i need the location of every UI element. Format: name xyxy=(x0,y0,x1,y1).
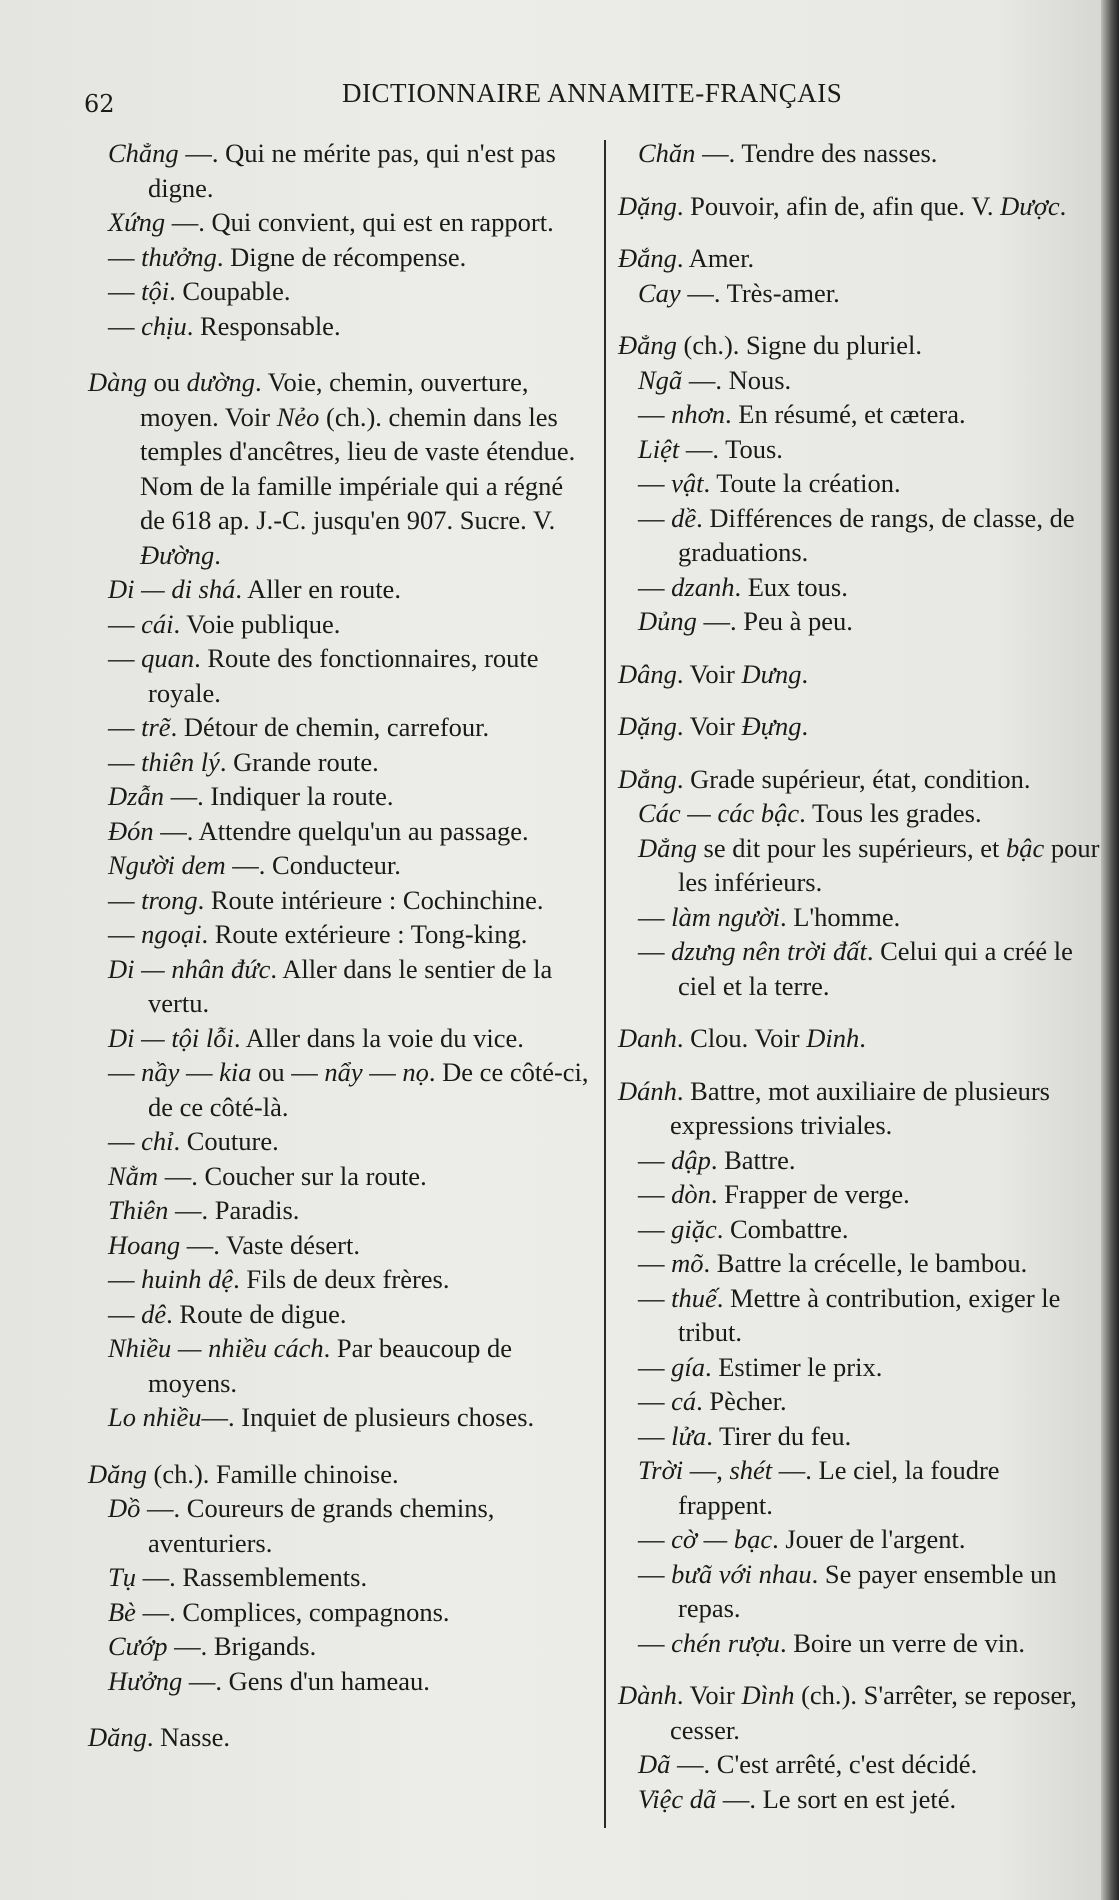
entry-text: (ch.). chemin dans les temples d'ancêtres, lieu de vaste étendue. Nom de la famille impériale qui a régné de 618 ap. J.-C. jusqu'en 907. Sucre. V. xyxy=(140,401,576,535)
dictionary-entry xyxy=(618,241,1100,276)
entry-text: — xyxy=(108,1126,142,1156)
dictionary-entry xyxy=(618,831,1100,900)
entry-term: kia xyxy=(219,1057,252,1087)
entry-text: (ch.). S'arrêter, se reposer, cesser. xyxy=(670,1680,1077,1745)
dictionary-entry xyxy=(88,1720,593,1755)
entry-text: — xyxy=(638,1524,672,1554)
entry-text: . Route extérieure : Tong-king. xyxy=(201,919,528,949)
entry-text: (ch.). Signe du pluriel. xyxy=(676,330,922,360)
entry-text: pour les inférieurs. xyxy=(678,832,1100,897)
entry-text: —. Qui ne mérite pas, qui n'est pas digne. xyxy=(148,138,556,203)
dictionary-entry xyxy=(88,1629,593,1664)
dictionary-entry xyxy=(618,900,1100,935)
entry-text: — xyxy=(108,1298,142,1329)
entry-term: dập xyxy=(671,1144,711,1175)
entry-text: . Mettre à contribution, exiger le tribut. xyxy=(678,1282,1061,1347)
book-spine-shadow xyxy=(1101,0,1119,1900)
dictionary-entry xyxy=(88,1193,593,1228)
dictionary-entry xyxy=(618,276,1100,311)
entry-text: —. Brigands. xyxy=(167,1631,317,1661)
entry-text: . Amer. xyxy=(676,243,755,273)
entry-term: Nhiều — nhiều cách xyxy=(108,1333,324,1363)
entry-term: thiên lý xyxy=(141,746,220,777)
dictionary-entry xyxy=(88,1491,593,1560)
entry-term: Di — nhân đức xyxy=(108,953,271,984)
entry-text: — xyxy=(638,502,672,533)
left-column xyxy=(88,136,593,1755)
dictionary-entry xyxy=(88,1331,593,1400)
entry-text: —, xyxy=(683,1455,730,1485)
entry-text: — xyxy=(638,1386,672,1416)
entry-term: Đón xyxy=(108,815,154,846)
dictionary-entry xyxy=(88,1262,593,1297)
entry-term: dề xyxy=(671,502,697,533)
entry-text: . Grande route. xyxy=(219,746,379,777)
entry-text: . Clou. Voir xyxy=(676,1023,807,1053)
dictionary-entry xyxy=(618,1246,1100,1281)
dictionary-entry xyxy=(618,1782,1100,1817)
entry-text: . Route de digue. xyxy=(166,1298,347,1329)
dictionary-entry xyxy=(618,328,1100,363)
entry-term: giặc xyxy=(671,1213,717,1244)
dictionary-entry xyxy=(88,309,593,344)
entry-text: —. Inquiet de plusieurs choses. xyxy=(201,1402,535,1432)
entry-text: . Coupable. xyxy=(169,276,291,306)
entry-text: —. Rassemblements. xyxy=(136,1562,368,1592)
entry-text: . Couture. xyxy=(173,1126,279,1156)
entry-text: — xyxy=(638,468,672,498)
dictionary-entry xyxy=(88,607,593,642)
entry-text: —. Coucher sur la route. xyxy=(158,1160,427,1191)
entry-term: huinh dệ xyxy=(141,1264,234,1294)
entry-text: — xyxy=(108,919,142,949)
entry-text: —. Tous. xyxy=(679,433,783,464)
entry-text: — xyxy=(638,1627,672,1658)
entry-text: —. Le sort en est jeté. xyxy=(716,1783,957,1814)
entry-text: — xyxy=(638,399,672,429)
entry-term: gía xyxy=(671,1351,705,1382)
entry-text: — xyxy=(108,884,142,915)
entry-text: . Voir xyxy=(676,1680,742,1710)
entry-term: Hoang xyxy=(108,1229,181,1260)
dictionary-entry xyxy=(88,365,593,572)
entry-term: bưã với nhau xyxy=(671,1558,812,1589)
dictionary-entry xyxy=(88,952,593,1021)
entry-term: cờ — bạc xyxy=(671,1524,773,1554)
dictionary-entry xyxy=(618,934,1100,1003)
entry-term: Dành xyxy=(618,1680,677,1710)
entry-text: — xyxy=(108,310,142,341)
entry-text: —. Le ciel, la foudre frappent. xyxy=(678,1455,1000,1520)
dictionary-entry xyxy=(88,572,593,607)
entry-text: . Toute la création. xyxy=(703,468,901,498)
entry-text: — xyxy=(638,1558,672,1589)
entry-text: ou xyxy=(146,367,187,397)
entry-term: Chăn xyxy=(638,138,696,168)
entry-term: Dưng xyxy=(741,658,802,689)
entry-term: làm người xyxy=(671,901,780,932)
dictionary-entry xyxy=(618,363,1100,398)
entry-term: Dã xyxy=(638,1749,671,1779)
entry-term: quan xyxy=(141,643,195,673)
entry-term: Nẻo xyxy=(276,401,320,432)
entry-term: Dặng xyxy=(618,711,677,741)
entry-text: . Aller dans la voie du vice. xyxy=(233,1022,524,1053)
dictionary-entry xyxy=(88,814,593,849)
entry-text: . Celui qui a créé le ciel et la terre. xyxy=(678,936,1073,1001)
entry-text: . Frapper de verge. xyxy=(710,1179,910,1209)
entry-term: lửa xyxy=(671,1420,707,1451)
entry-term: Dâng xyxy=(618,658,677,689)
dictionary-entry xyxy=(88,1457,593,1492)
dictionary-entry xyxy=(88,205,593,240)
page-header xyxy=(80,78,1090,118)
entry-text: . En résumé, et cætera. xyxy=(725,399,966,429)
entry-text: . Aller en route. xyxy=(235,574,401,604)
entry-text: —. Très-amer. xyxy=(680,277,840,308)
dictionary-entry xyxy=(618,1350,1100,1385)
dictionary-entry xyxy=(88,1228,593,1263)
entry-term: tội xyxy=(141,276,170,306)
entry-text: . Aller dans le sentier de la vertu. xyxy=(148,953,553,1018)
dictionary-entry xyxy=(618,1384,1100,1419)
entry-text: . Se payer ensemble un repas. xyxy=(678,1558,1057,1623)
entry-term: trong xyxy=(141,884,198,915)
entry-text: — xyxy=(638,936,672,966)
dictionary-entry xyxy=(88,1297,593,1332)
entry-text: . Battre. xyxy=(710,1144,796,1175)
entry-term: cái xyxy=(141,608,174,639)
entry-text: —. Conducteur. xyxy=(225,850,401,880)
entry-text: — xyxy=(638,1282,672,1313)
dictionary-entry xyxy=(618,762,1100,797)
dictionary-entry xyxy=(88,240,593,275)
dictionary-entry xyxy=(618,1626,1100,1661)
entry-term: Ngã xyxy=(638,364,683,395)
dictionary-entry xyxy=(88,710,593,745)
entry-term: Dinh xyxy=(806,1023,860,1053)
entry-term: Trời xyxy=(638,1455,684,1485)
entry-text: . Responsable. xyxy=(186,310,341,341)
entry-text: . xyxy=(214,539,221,570)
entry-text: —. Paradis. xyxy=(168,1195,300,1225)
entry-text: . Voie, chemin, ouverture, moyen. Voir xyxy=(140,367,529,432)
entry-term: Đẳng xyxy=(618,330,677,360)
entry-text: —. Tendre des nasses. xyxy=(695,138,938,168)
entry-text: — xyxy=(108,608,142,639)
dictionary-entry xyxy=(88,1124,593,1159)
dictionary-entry xyxy=(88,745,593,780)
entry-text: . L'homme. xyxy=(779,901,901,932)
entry-text: —. Attendre quelqu'un au passage. xyxy=(153,815,529,846)
dictionary-entry xyxy=(618,1678,1100,1747)
entry-text: . Battre, mot auxiliaire de plusieurs expressions triviales. xyxy=(670,1075,1050,1140)
entry-term: thưởng xyxy=(141,241,217,272)
dictionary-entry xyxy=(618,1281,1100,1350)
entry-term: Dẳng xyxy=(638,832,697,863)
entry-term: Hưởng xyxy=(108,1665,183,1696)
entry-text: —. Peu à peu. xyxy=(696,606,853,636)
entry-term: nẩy xyxy=(324,1057,363,1087)
entry-term: Bè xyxy=(108,1596,136,1627)
entry-term: Dồ xyxy=(108,1493,141,1523)
dictionary-entry xyxy=(618,136,1100,171)
entry-term: dzưng nên trời đất xyxy=(671,936,867,966)
entry-text: . Voie publique. xyxy=(173,608,341,639)
entry-text: . Route intérieure : Cochinchine. xyxy=(197,884,544,915)
dictionary-entry xyxy=(88,779,593,814)
dictionary-entry xyxy=(618,796,1100,831)
entry-text: — xyxy=(638,1179,672,1209)
entry-term: nầy xyxy=(141,1057,180,1087)
entry-text: — xyxy=(108,712,142,742)
dictionary-entry xyxy=(618,432,1100,467)
entry-term: Lo nhiều xyxy=(108,1402,202,1432)
entry-text: — xyxy=(108,241,142,272)
entry-term: Thiên xyxy=(108,1195,169,1225)
entry-term: Dăng xyxy=(88,1722,147,1752)
entry-term: Dặng xyxy=(618,190,677,221)
entry-text: . Jouer de l'argent. xyxy=(772,1524,966,1554)
dictionary-entry xyxy=(618,189,1100,224)
entry-term: Dăng xyxy=(88,1458,147,1489)
entry-term: Đựng xyxy=(741,711,802,741)
entry-term: Xứng xyxy=(108,207,166,237)
running-title: DICTIONNAIRE ANNAMITE-FRANÇAIS xyxy=(342,78,843,108)
entry-term: Cướp xyxy=(108,1631,168,1661)
entry-text: —. C'est arrêté, c'est décidé. xyxy=(670,1749,978,1779)
entry-text: . Détour de chemin, carrefour. xyxy=(170,712,490,742)
entry-term: Danh xyxy=(618,1023,677,1053)
entry-text: . xyxy=(859,1023,866,1053)
entry-text: —. Coureurs de grands chemins, aventuriers. xyxy=(140,1493,495,1558)
entry-text: — xyxy=(638,1248,672,1278)
entry-term: trẽ xyxy=(141,712,171,742)
entry-text: . Nasse. xyxy=(146,1722,231,1752)
entry-term: Việc dã xyxy=(638,1783,717,1814)
entry-term: mõ xyxy=(671,1248,704,1278)
entry-text: — xyxy=(108,643,142,673)
dictionary-entry xyxy=(618,657,1100,692)
dictionary-entry xyxy=(88,1021,593,1056)
entry-text: — xyxy=(108,276,142,306)
entry-text: . xyxy=(801,658,809,689)
entry-term: Dzẫn xyxy=(108,781,164,811)
entry-term: nhơn xyxy=(671,399,726,429)
entry-text: —. Vaste désert. xyxy=(180,1229,360,1260)
dictionary-entry xyxy=(618,1021,1100,1056)
entry-term: dzanh xyxy=(671,571,735,602)
dictionary-entry xyxy=(618,397,1100,432)
entry-text: — xyxy=(638,1144,672,1175)
entry-text: . Battre la crécelle, le bambou. xyxy=(703,1248,1028,1278)
dictionary-entry xyxy=(88,848,593,883)
entry-term: Di — di shá xyxy=(108,574,236,604)
dictionary-entry xyxy=(618,1143,1100,1178)
dictionary-entry xyxy=(88,641,593,710)
entry-term: Chẳng xyxy=(108,138,179,168)
entry-term: chỉ xyxy=(141,1126,174,1156)
entry-text: . Par beaucoup de moyens. xyxy=(148,1333,513,1398)
entry-text: —. Nous. xyxy=(682,364,792,395)
entry-term: Dẳng xyxy=(618,763,677,794)
entry-text: . Route des fonctionnaires, route royale. xyxy=(148,643,539,708)
dictionary-entry xyxy=(618,501,1100,570)
entry-term: nọ xyxy=(402,1057,429,1087)
entry-text: . Boire un verre de vin. xyxy=(779,1627,1025,1658)
column-divider xyxy=(604,140,606,1828)
dictionary-entry xyxy=(88,883,593,918)
entry-term: Tụ xyxy=(108,1562,136,1592)
entry-text: . Combattre. xyxy=(716,1213,849,1244)
entry-text: — xyxy=(638,901,672,932)
entry-text: . Voir xyxy=(676,711,742,741)
entry-term: Cay xyxy=(638,277,681,308)
entry-text: — xyxy=(638,1420,672,1451)
entry-text: . Pècher. xyxy=(696,1386,787,1416)
dictionary-entry xyxy=(88,1159,593,1194)
entry-term: chén rượu xyxy=(671,1627,780,1658)
entry-text: — xyxy=(108,746,142,777)
entry-text: — xyxy=(638,571,672,602)
entry-term: Dàng xyxy=(88,367,147,397)
page-number: 62 xyxy=(84,90,115,118)
entry-term: Dình xyxy=(741,1680,795,1710)
dictionary-entry xyxy=(88,136,593,205)
dictionary-entry xyxy=(618,1453,1100,1522)
entry-term: Di — tội lỗi xyxy=(108,1022,234,1053)
dictionary-entry xyxy=(88,1595,593,1630)
dictionary-entry xyxy=(618,1212,1100,1247)
entry-text: — xyxy=(638,1213,672,1244)
entry-text: . xyxy=(801,711,809,741)
entry-text: (ch.). Famille chinoise. xyxy=(146,1458,399,1489)
entry-term: Dược xyxy=(1000,190,1060,221)
dictionary-entry xyxy=(618,570,1100,605)
entry-text: . Fils de deux frères. xyxy=(233,1264,450,1294)
dictionary-entry xyxy=(88,1560,593,1595)
dictionary-entry xyxy=(618,1074,1100,1143)
entry-text: . Digne de récompense. xyxy=(216,241,467,272)
entry-term: chịu xyxy=(141,310,187,341)
entry-term: Liệt xyxy=(638,433,680,464)
entry-text: se dit pour les supérieurs, et xyxy=(696,832,1006,863)
entry-text: . Pouvoir, afin de, afin que. V. xyxy=(676,190,1001,221)
entry-text: . Tous les grades. xyxy=(799,798,982,828)
right-column xyxy=(618,136,1100,1816)
entry-text: — xyxy=(179,1057,220,1087)
entry-text: —. Gens d'un hameau. xyxy=(182,1665,430,1696)
entry-text: —. Qui convient, qui est en rapport. xyxy=(165,207,554,237)
dictionary-entry xyxy=(618,1177,1100,1212)
entry-text: ou — xyxy=(251,1057,325,1087)
entry-text: — xyxy=(108,1264,142,1294)
entry-term: shét xyxy=(729,1455,773,1485)
entry-term: Dánh xyxy=(618,1075,677,1106)
entry-term: Đắng xyxy=(618,243,677,273)
entry-term: Người dem xyxy=(108,850,226,880)
entry-text: . Grade supérieur, état, condition. xyxy=(676,763,1031,794)
entry-term: ngoại xyxy=(141,919,202,949)
entry-text: — xyxy=(362,1057,403,1087)
dictionary-entry xyxy=(618,1419,1100,1454)
dictionary-entry xyxy=(618,1557,1100,1626)
entry-text: — xyxy=(638,1351,672,1382)
dictionary-entry xyxy=(88,1664,593,1699)
dictionary-entry xyxy=(618,604,1100,639)
entry-term: Các — các bậc xyxy=(638,798,800,828)
entry-term: thuế xyxy=(671,1282,717,1313)
dictionary-entry xyxy=(88,917,593,952)
entry-term: vật xyxy=(671,468,704,498)
entry-text: . Voir xyxy=(676,658,742,689)
entry-text: . De ce côté-ci, de ce côté-là. xyxy=(148,1057,589,1122)
dictionary-entry xyxy=(88,274,593,309)
entry-term: dường xyxy=(186,367,255,397)
dictionary-entry xyxy=(618,709,1100,744)
entry-term: dòn xyxy=(671,1179,711,1209)
entry-text: — xyxy=(108,1057,142,1087)
entry-term: Dủng xyxy=(638,606,697,636)
dictionary-entry xyxy=(88,1400,593,1435)
dictionary-entry xyxy=(618,1747,1100,1782)
entry-text: —. Complices, compagnons. xyxy=(135,1596,450,1627)
entry-text: . Eux tous. xyxy=(734,571,848,602)
entry-term: Nằm xyxy=(108,1160,159,1191)
entry-text: . xyxy=(1059,190,1067,221)
entry-text: —. Indiquer la route. xyxy=(163,781,394,811)
dictionary-entry xyxy=(88,1055,593,1124)
dictionary-entry xyxy=(618,1522,1100,1557)
entry-term: cá xyxy=(671,1386,697,1416)
entry-term: Đường xyxy=(140,539,215,570)
entry-term: dê xyxy=(141,1298,167,1329)
entry-term: bậc xyxy=(1006,832,1045,863)
entry-text: . Tirer du feu. xyxy=(706,1420,852,1451)
dictionary-entry xyxy=(618,466,1100,501)
entry-text: . Différences de rangs, de classe, de graduations. xyxy=(678,502,1075,567)
entry-text: . Estimer le prix. xyxy=(705,1351,883,1382)
